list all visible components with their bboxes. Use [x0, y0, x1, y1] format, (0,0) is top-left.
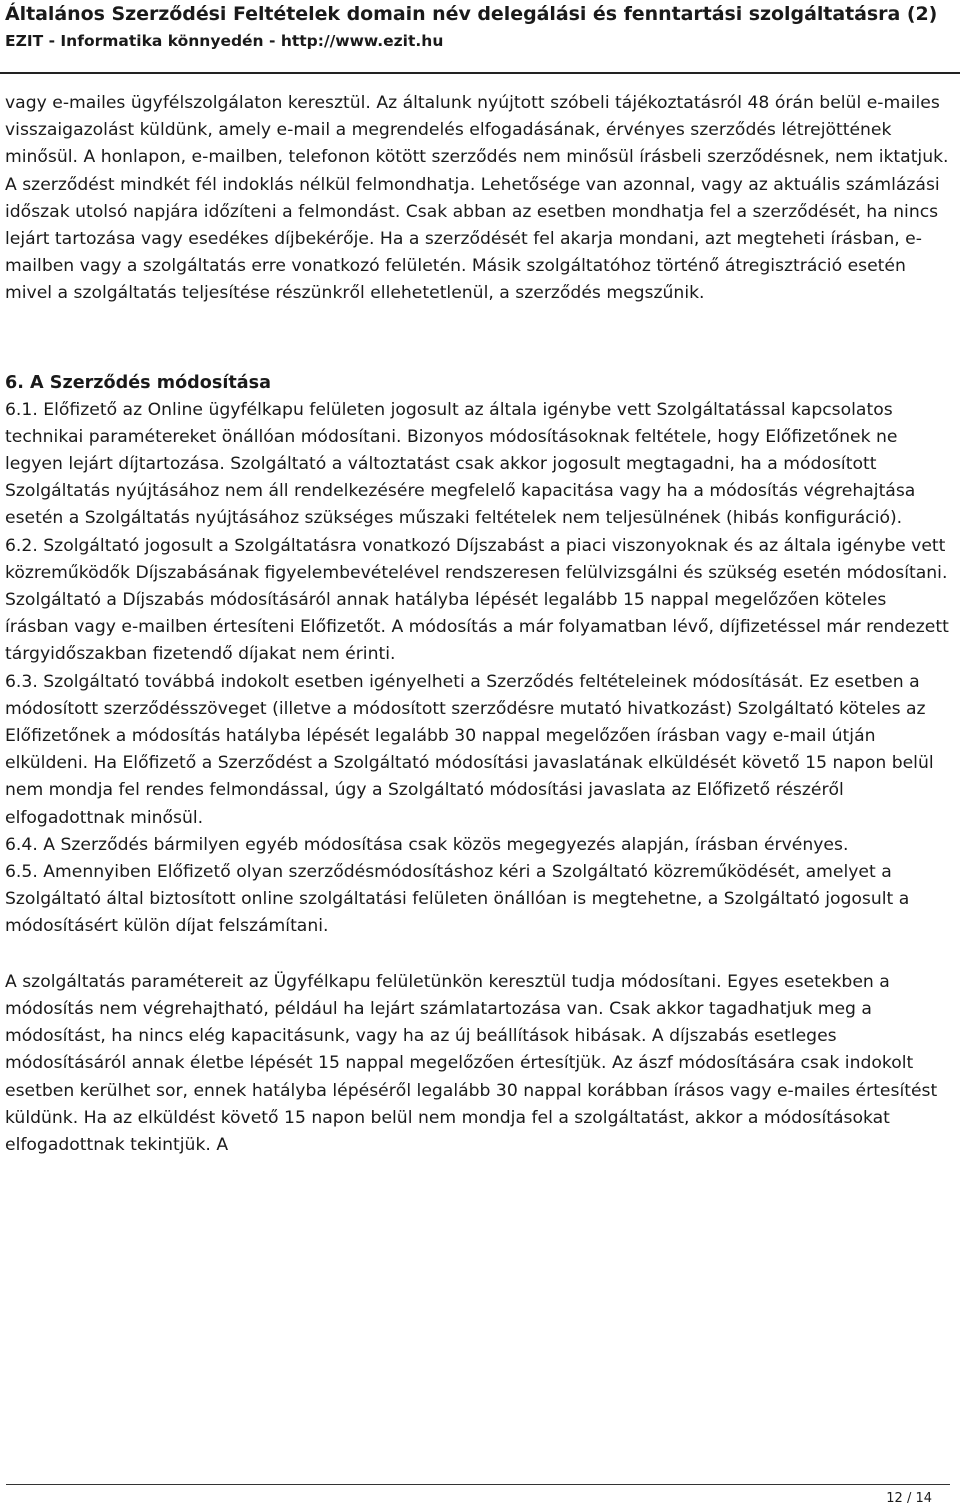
footer-divider — [6, 1484, 950, 1485]
paragraph-modification-summary: A szolgáltatás paramétereit az Ügyfélkapu felületünkön keresztül tudja módosítani. Egyes esetekben a módosítás nem végrehajtható, például ha lejárt számlatartozása van. Csak akkor tagadhatjuk meg a módosítást, ha nincs elég kapacitásunk, vagy ha az új beállítások hibásak. A díjszabás esetleges módosításáról annak életbe lépését 15 nappal megelőzően értesítjük. Az ászf módosítására csak indokolt esetben kerülhet sor, ennek hatályba lépéséről legalább 30 nappal korábban írásos vagy e-mailes értesítést küldünk. Ha az elküldést követő 15 napon belül nem mondja fel a szolgáltatást, akkor a módosításokat elfogadottnak tekintjük. A — [5, 971, 938, 1155]
page-number: 12 / 14 — [886, 1491, 932, 1506]
paragraph-contract-termination: vagy e-mailes ügyfélszolgálaton keresztül. Az általunk nyújtott szóbeli tájékoztatásról 48 órán belül e-mailes visszaigazolást küldünk, amely e-mail a megrendelés elfogadásának, érvényes szerződés létrejöttének minősül. A honlapon, e-mailben, telefonon kötött szerződés nem minősül írásbeli szerződésnek, nem iktatjuk. A szerződést mindkét fél indoklás nélkül felmondhatja. Lehetősége van azonnal, vagy az aktuális számlázási időszak utolsó napjára időzíteni a felmondást. Csak abban az esetben mondhatja fel a szerződését, ha nincs lejárt tartozása vagy esedékes díjbekérője. Ha a szerződését fel akarja mondani, azt megteheti írásban, e-mailben vagy a szolgáltatás erre vonatkozó felületén. Másik szolgáltatóhoz történő átregisztráció esetén mivel a szolgáltatás teljesítése részünkről ellehetetlenül, a szerződés megszűnik. — [5, 93, 949, 304]
document-body — [5, 90, 955, 1159]
document-title: Általános Szerződési Feltételek domain név delegálási és fenntartási szolgáltatásra (2) — [5, 3, 938, 25]
spacer — [5, 941, 955, 969]
header-divider — [0, 72, 960, 74]
clause-6-5: 6.5. Amennyiben Előfizető olyan szerződésmódosításhoz kéri a Szolgáltató közreműködését, amelyet a Szolgáltató által biztosított online szolgáltatási felületen önállóan is megtehetne, a Szolgáltató jogosult a módosításért külön díjat felszámítani. — [5, 862, 910, 937]
clause-6-1: 6.1. Előfizető az Online ügyfélkapu felületen jogosult az általa igénybe vett Szolgáltatással kapcsolatos technikai paramétereket önállóan módosítani. Bizonyos módosításoknak feltétele, hogy Előfizetőnek ne legyen lejárt díjtartozása. Szolgáltató a változtatást csak akkor jogosult megtagadni, ha a módosított Szolgáltatás nyújtásához nem áll rendelkezésére megfelelő kapacitása vagy ha a módosítás végrehajtása esetén a Szolgáltatás nyújtásához szükséges műszaki feltételek nem teljesülnének (hibás konfiguráció). — [5, 399, 916, 529]
section-title: 6. A Szerződés módosítása — [5, 372, 271, 393]
clause-6-3: 6.3. Szolgáltató továbbá indokolt esetben igényelheti a Szerződés feltételeinek módosítását. Ez esetben a módosított szerződésszöveget (illetve a módosított szerződésre mutató hivatkozást) Szolgáltató köteles az Előfizetőnek a módosítás hatályba lépését legalább 30 nappal megelőzően írásban vagy e-mail útján elküldeni. Ha Előfizető a Szerződést a Szolgáltató módosítási javaslatának elküldését követő 15 napon belül nem mondja fel rendes felmondással, úgy a Szolgáltató módosítási javaslata az Előfizető részéről elfogadottnak minősül. — [5, 671, 934, 828]
spacer — [5, 308, 955, 370]
page-footer — [0, 1478, 960, 1512]
document-subtitle: EZIT - Informatika könnyedén - http://www.ezit.hu — [5, 32, 444, 50]
page-header — [0, 0, 960, 78]
clause-6-2: 6.2. Szolgáltató jogosult a Szolgáltatásra vonatkozó Díjszabást a piaci viszonyoknak és az általa igénybe vett közreműködők Díjszabásának figyelembevételével rendszeresen felülvizsgálni és szükség esetén módosítani. Szolgáltató a Díjszabás módosításáról annak hatályba lépését legalább 15 nappal megelőzően köteles írásban vagy e-mailben értesíteni Előfizetőt. A módosítás a már folyamatban lévő, díjfizetéssel már rendezett tárgyidőszakban fizetendő díjakat nem érinti. — [5, 535, 949, 665]
clause-6-4: 6.4. A Szerződés bármilyen egyéb módosítása csak közös megegyezés alapján, írásban érvényes. — [5, 834, 849, 855]
